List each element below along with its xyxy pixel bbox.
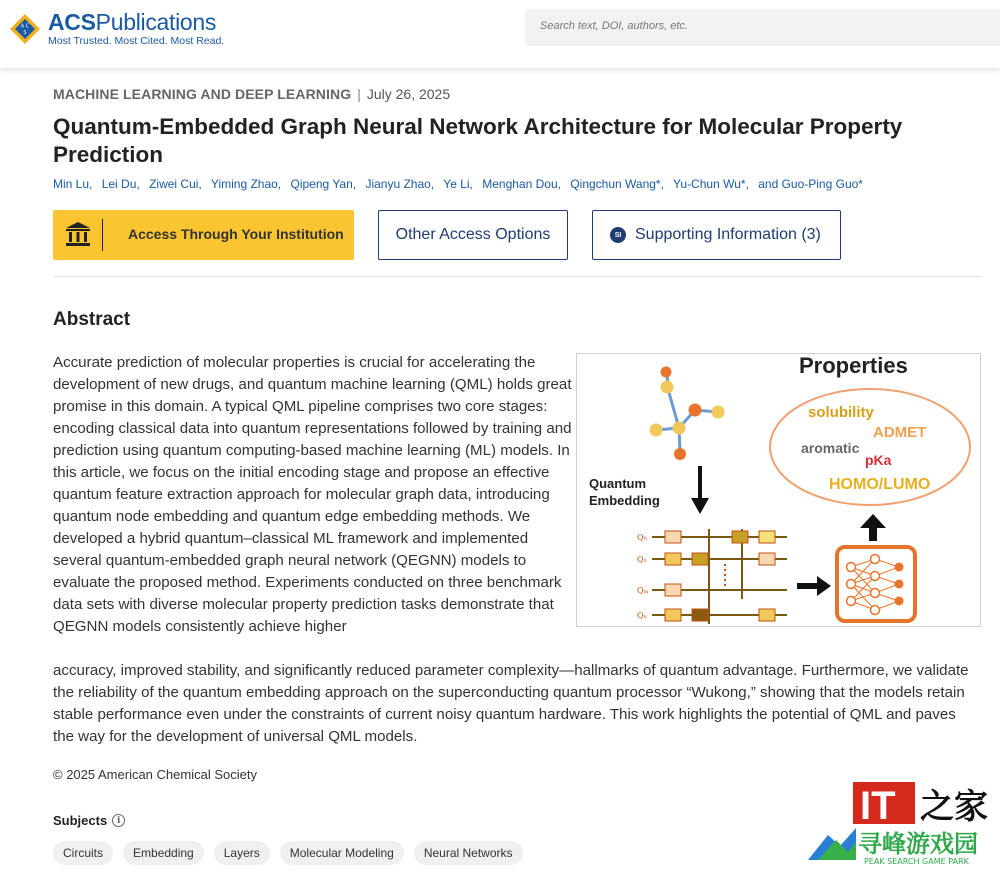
info-icon[interactable]: i bbox=[112, 814, 125, 827]
property-solubility: solubility bbox=[808, 404, 874, 421]
property-pka: pKa bbox=[865, 452, 892, 468]
subject-chips bbox=[53, 841, 523, 865]
abstract-text-full: accuracy, improved stability, and significantly reduced parameter complexity—hallmarks of quantum advantage. Furthermore, we validate the reliability of the quantum embedding approach on the superconducting quantum processor “Wukong,” showing that the models retain stable performance even under the constraints of current noisy quantum hardware. This work highlights the potential of QML and paves the way for the development of universal QML models. bbox=[53, 662, 969, 745]
qubit-label-n: Qₙ bbox=[637, 611, 648, 620]
author-link[interactable]: Qipeng Yan, bbox=[290, 177, 357, 191]
property-aromatic: aromatic bbox=[801, 440, 860, 456]
watermark-home: 之家 bbox=[920, 787, 988, 827]
property-homo-lumo: HOMO/LUMO bbox=[829, 476, 931, 493]
author-link[interactable]: Yu-Chun Wu*, bbox=[673, 177, 749, 191]
subject-chip[interactable]: Embedding bbox=[123, 841, 204, 865]
properties-title: Properties bbox=[799, 354, 908, 378]
neural-network-icon bbox=[837, 547, 915, 621]
abstract-heading: Abstract bbox=[53, 309, 131, 330]
author-link[interactable]: Jianyu Zhao, bbox=[365, 177, 435, 191]
top-bar bbox=[0, 0, 1000, 68]
subject-chip[interactable]: Circuits bbox=[53, 841, 113, 865]
qubit-label-1: Q₁ bbox=[637, 555, 647, 564]
author-link[interactable]: Menghan Dou, bbox=[482, 177, 561, 191]
molecule-icon bbox=[650, 367, 725, 461]
si-badge-icon: SI bbox=[610, 227, 626, 243]
supporting-information-label: Supporting Information (3) bbox=[635, 226, 821, 243]
article-title: Quantum-Embedded Graph Neural Network Architecture for Molecular Property Prediction bbox=[53, 114, 903, 167]
svg-text:A C: A C bbox=[20, 23, 30, 29]
article-category[interactable]: MACHINE LEARNING AND DEEP LEARNING bbox=[53, 86, 352, 102]
other-access-button[interactable]: Other Access Options bbox=[378, 210, 568, 260]
watermark-it: IT bbox=[860, 784, 896, 828]
subject-chip[interactable]: Neural Networks bbox=[414, 841, 523, 865]
logo-title: ACSPublications bbox=[48, 9, 217, 35]
article-meta: MACHINE LEARNING AND DEEP LEARNING | July 26, 2025 bbox=[53, 86, 451, 102]
logo-tagline: Most Trusted. Most Cited. Most Read. bbox=[48, 35, 225, 47]
institution-icon bbox=[64, 220, 92, 248]
abstract-text-wrapped: Accurate prediction of molecular properties is crucial for accelerating the development of new drugs, and quantum machine learning (QML) holds great promise in this domain. A typical QML pipeline comprises two core stages: encoding classical data into quantum representations followed by training and prediction using quantum computing-based machine learning (ML) models. In this article, we focus on the initial encoding stage and propose an effective quantum feature extraction approach for molecular graph data, introducing quantum node embedding and quantum edge embedding methods. We developed a hybrid quantum–classical ML framework and implemented several quantum-embedded graph neural network (QEGNN) models to evaluate the proposed method. Experiments conducted on three benchmark data sets with diverse molecular property prediction tasks demonstrate that QEGNN models consistently achieve higher bbox=[53, 354, 572, 635]
access-institution-label: Access Through Your Institution bbox=[128, 226, 344, 242]
watermark-svg bbox=[808, 780, 998, 870]
author-link[interactable]: Ziwei Cui, bbox=[149, 177, 202, 191]
right-arrow-icon bbox=[797, 576, 831, 596]
access-institution-button[interactable] bbox=[53, 210, 354, 260]
author-link[interactable]: Lei Du, bbox=[101, 177, 140, 191]
subject-chip[interactable]: Layers bbox=[214, 841, 270, 865]
author-link[interactable]: Yiming Zhao, bbox=[210, 177, 282, 191]
article-date: July 26, 2025 bbox=[366, 86, 451, 102]
acs-logo[interactable] bbox=[8, 10, 224, 47]
author-link[interactable]: Qingchun Wang*, bbox=[570, 177, 664, 191]
author-link[interactable]: Min Lu, bbox=[53, 177, 93, 191]
search-input[interactable]: Search text, DOI, authors, etc. bbox=[525, 9, 1000, 46]
supporting-information-button[interactable] bbox=[592, 210, 841, 260]
author-list bbox=[53, 177, 869, 191]
toc-graphic[interactable] bbox=[576, 353, 981, 627]
embedding-label-line2: Embedding bbox=[589, 493, 660, 508]
up-arrow-icon bbox=[860, 514, 886, 541]
watermark-cn: 寻峰游戏园 bbox=[858, 830, 978, 858]
copyright-notice: © 2025 American Chemical Society bbox=[53, 767, 257, 782]
qubit-label-m: Qₘ bbox=[637, 586, 649, 595]
subject-chip[interactable]: Molecular Modeling bbox=[280, 841, 404, 865]
toc-graphic-svg bbox=[577, 354, 982, 628]
watermark-logo bbox=[808, 780, 998, 870]
author-link[interactable]: Ye Li, bbox=[443, 177, 473, 191]
button-divider bbox=[102, 219, 103, 251]
down-arrow-icon bbox=[691, 466, 709, 514]
acs-logo-icon bbox=[8, 12, 42, 46]
watermark-en: PEAK SEARCH GAME PARK bbox=[864, 857, 969, 866]
subjects-label: Subjects i bbox=[53, 813, 125, 828]
qubit-label-0: Q₀ bbox=[637, 533, 647, 542]
quantum-gates bbox=[665, 531, 775, 621]
author-link[interactable]: and Guo-Ping Guo* bbox=[758, 177, 863, 191]
property-admet: ADMET bbox=[873, 424, 927, 441]
svg-text:S: S bbox=[23, 29, 27, 36]
divider-line bbox=[53, 276, 981, 277]
embedding-label-line1: Quantum bbox=[589, 476, 647, 491]
